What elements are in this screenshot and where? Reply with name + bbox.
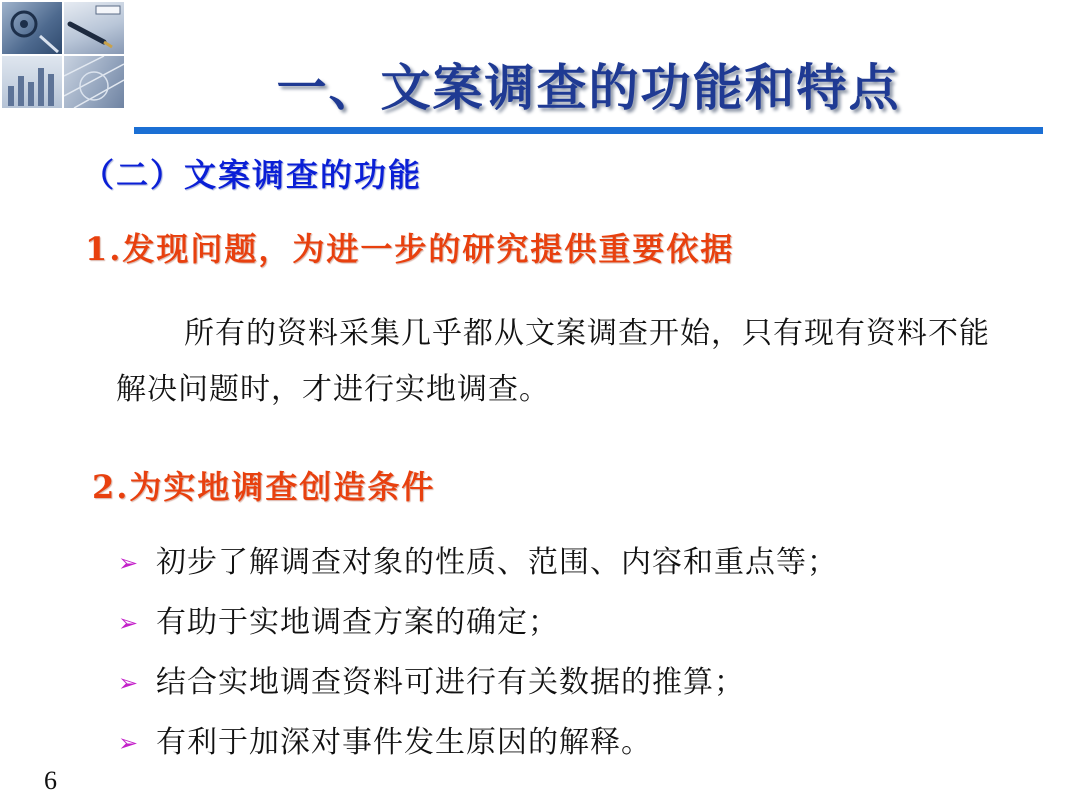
point-1-heading: 1.发现问题，为进一步的研究提供重要依据 xyxy=(85,230,735,268)
arrow-bullet-icon: ➢ xyxy=(118,609,140,637)
title-underline xyxy=(134,127,1043,134)
section-heading: （二）文案调查的功能 xyxy=(82,156,423,194)
list-item-text: 有利于加深对事件发生原因的解释。 xyxy=(156,725,652,760)
list-item-text: 初步了解调查对象的性质、范围、内容和重点等； xyxy=(156,545,838,580)
list-item xyxy=(118,653,838,713)
arrow-bullet-icon: ➢ xyxy=(118,729,140,757)
arrow-bullet-icon: ➢ xyxy=(118,549,140,577)
list-item-text: 有助于实地调查方案的确定； xyxy=(156,605,559,640)
list-item xyxy=(118,533,838,593)
page-number: 6 xyxy=(44,766,57,795)
point-1-paragraph: 所有的资料采集几乎都从文案调查开始，只有现有资料不能解决问题时，才进行实地调查。 xyxy=(116,316,990,407)
list-item xyxy=(118,593,838,653)
list-item-text: 结合实地调查资料可进行有关数据的推算； xyxy=(156,665,745,700)
point-2-heading: 2.为实地调查创造条件 xyxy=(92,468,436,506)
compass-image xyxy=(2,2,62,54)
list-item xyxy=(118,713,838,773)
arrow-bullet-icon: ➢ xyxy=(118,669,140,697)
bullet-list xyxy=(118,533,838,773)
slide-title: 一、文案调查的功能和特点 xyxy=(276,59,901,117)
pen-document-image xyxy=(64,2,124,54)
